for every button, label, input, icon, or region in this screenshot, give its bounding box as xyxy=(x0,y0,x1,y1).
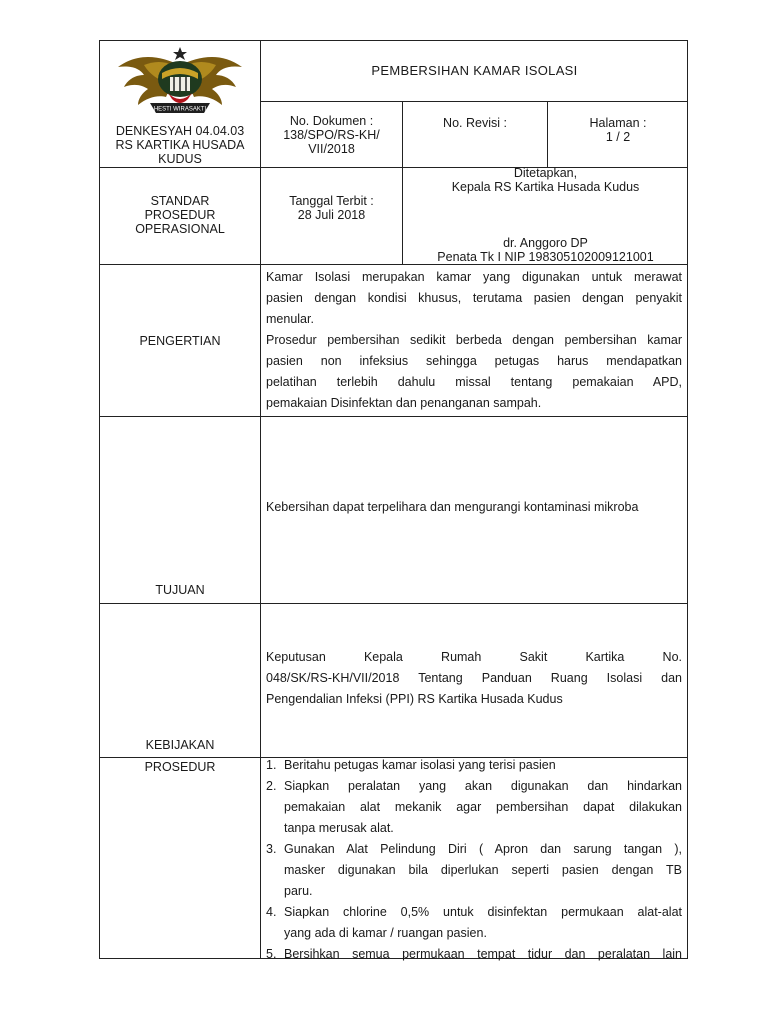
pengertian-label: PENGERTIAN xyxy=(139,334,221,348)
revision-label: No. Revisi : xyxy=(443,116,507,130)
approval-block: Ditetapkan, Kepala RS Kartika Husada Kudus xyxy=(451,166,640,194)
sop-label: STANDAR PROSEDUR OPERASIONAL xyxy=(135,194,225,236)
step-text-line: Bersihkan semua permukaan tempat tidur dan peralatan lain xyxy=(284,947,682,961)
kebijakan-text: Keputusan Kepala Rumah Sakit Kartika No. 048/SK/RS-KH/VII/2018 Tentang Panduan Ruang Isolasi dan Pengendalian Infeksi (PPI) RS Kartika Husada Kudus xyxy=(266,650,682,706)
svg-text:HESTI WIRASAKTI: HESTI WIRASAKTI xyxy=(153,106,207,113)
step-text-line: masker digunakan bila diperlukan seperti pasien dengan TB xyxy=(284,863,682,877)
prosedur-label: PROSEDUR xyxy=(144,760,216,774)
sop-document-table xyxy=(99,40,688,959)
step-number: 1. xyxy=(266,758,277,772)
step-text-line: paru. xyxy=(284,884,313,898)
prosedur-steps xyxy=(262,755,682,965)
step-number: 5. xyxy=(266,947,277,961)
step-number: 3. xyxy=(266,842,277,856)
step-text-line: pemakaian alat mekanik agar pembersihan dapat dilakukan xyxy=(284,800,682,814)
row-divider-sop xyxy=(100,264,688,265)
tujuan-text: Kebersihan dapat terpelihara dan mengurangi kontaminasi mikroba xyxy=(266,500,639,514)
prosedur-step xyxy=(262,839,682,902)
prosedur-step xyxy=(262,944,682,965)
institution-name: DENKESYAH 04.04.03 RS KARTIKA HUSADA KUDUS xyxy=(115,124,245,166)
step-text-line: Siapkan chlorine 0,5% untuk disinfektan permukaan alat-alat xyxy=(284,905,682,919)
step-text-line: tanpa merusak alat. xyxy=(284,821,394,835)
row-divider-title xyxy=(260,101,688,102)
step-text-line: Beritahu petugas kamar isolasi yang terisi pasien xyxy=(284,758,556,772)
step-text-line: Gunakan Alat Pelindung Diri ( Apron dan sarung tangan ), xyxy=(284,842,682,856)
step-text-line: Siapkan peralatan yang akan digunakan dan hindarkan xyxy=(284,779,682,793)
step-text-line: yang ada di kamar / ruangan pasien. xyxy=(284,926,487,940)
step-number: 2. xyxy=(266,779,277,793)
prosedur-step xyxy=(262,902,682,944)
row-divider-tujuan xyxy=(100,603,688,604)
step-number: 4. xyxy=(266,905,277,919)
issue-date: Tanggal Terbit : 28 Juli 2018 xyxy=(289,194,374,222)
prosedur-step xyxy=(262,755,682,776)
column-divider-main xyxy=(260,41,261,959)
prosedur-step xyxy=(262,776,682,839)
document-title: PEMBERSIHAN KAMAR ISOLASI xyxy=(371,63,578,78)
page-indicator: Halaman : 1 / 2 xyxy=(589,116,647,144)
row-divider-pengertian xyxy=(100,416,688,417)
kebijakan-label: KEBIJAKAN xyxy=(145,738,215,752)
pengertian-text: Kamar Isolasi merupakan kamar yang digunakan untuk merawat pasien dengan kondisi khusus, terutama pasien dengan penyakit menular. Prosedur pembersihan sedikit berbeda dengan pembersihan kamar pasien non infeksius sehingga petugas harus mendapatkan pelatihan terlebih dahulu missal tentang pemakaian APD, pemakaian Disinfektan dan penanganan sampah. xyxy=(266,270,682,410)
document-number: No. Dokumen : 138/SPO/RS-KH/ VII/2018 xyxy=(283,114,380,156)
hesti-wirasakti-emblem-icon xyxy=(114,43,246,123)
signatory-block: dr. Anggoro DP Penata Tk I NIP 198305102009121001 xyxy=(437,236,654,264)
tujuan-label: TUJUAN xyxy=(155,583,205,597)
